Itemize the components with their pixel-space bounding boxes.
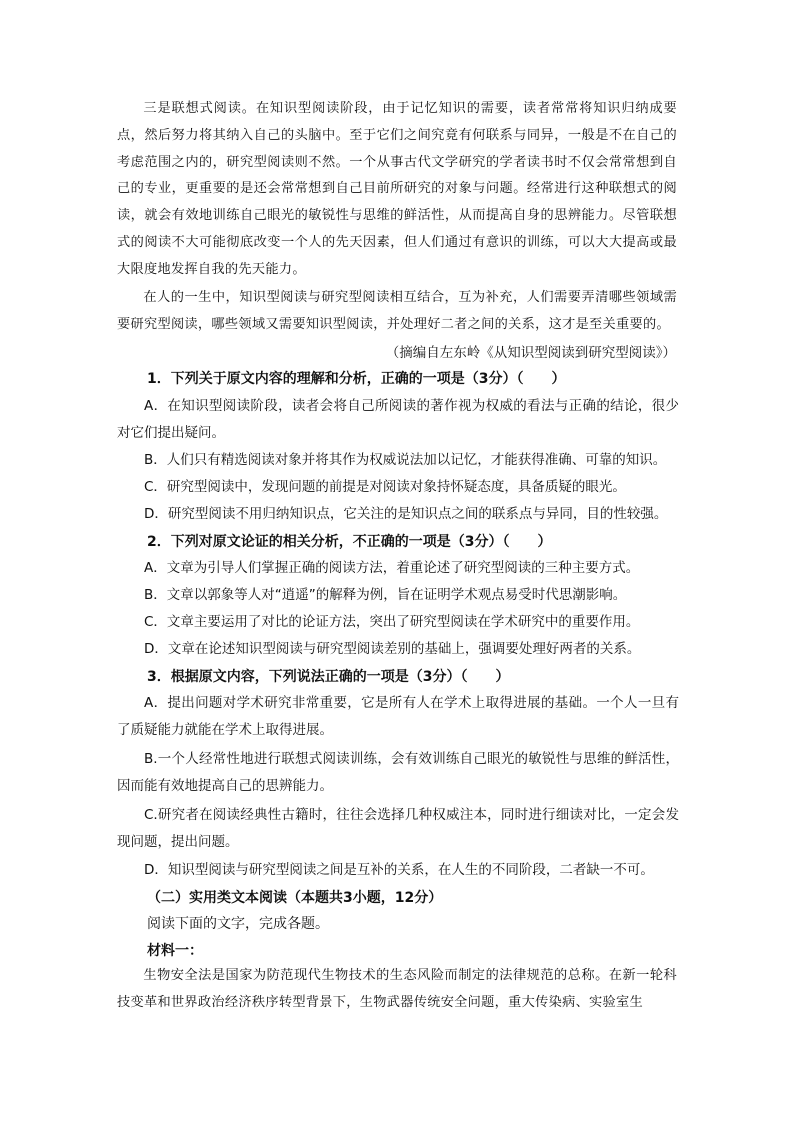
passage-paragraph-1: 三是联想式阅读。在知识型阅读阶段，由于记忆知识的需要，读者常常将知识归纳成要点，然后努力将其纳入自己的头脑中。至于它们之间究竟有何联系与同异，一般是不在自己的考虑范围之内的，研究型阅读则不然。一个从事古代文学研究的学者读书时不仅会常常想到自己的专业，更重要的是还会常常想到自己目前所研究的对象与问题。经常进行这种联想式的阅读，就会有效地训练自己眼光的敏锐性与思维的鲜活性，从而提高自身的思辨能力。尽管联想式的阅读不大可能彻底改变一个人的先天因素，但人们通过有意识的训练，可以大大提高或最大限度地发挥自我的先天能力。 (117, 101, 677, 277)
question-1-option-d: D．研究型阅读不用归纳知识点，它关注的是知识点之间的联系点与异同，目的性较强。 (144, 506, 668, 522)
question-1-option-c: C．研究型阅读中，发现问题的前提是对阅读对象持怀疑态度，具备质疑的眼光。 (144, 479, 626, 495)
question-3-option-a: A．提出问题对学术研究非常重要，它是所有人在学术上取得进展的基础。一个人一旦有了质疑能力就能在学术上取得进展。 (117, 695, 679, 738)
question-3-option-d: D．知识型阅读与研究型阅读之间是互补的关系，在人生的不同阶段，二者缺一不可。 (144, 862, 654, 878)
section-2-instruction: 阅读下面的文字，完成各题。 (147, 916, 329, 932)
section-2-heading: （二）实用类文本阅读（本题共3小题，12分） (147, 890, 443, 906)
question-1-stem: 1．下列关于原文内容的理解和分析，正确的一项是（3分）（ ） (147, 371, 566, 387)
material-1-text: 生物安全法是国家为防范现代生物技术的生态风险而制定的法律规范的总称。在新一轮科技变革和世界政治经济秩序转型背景下，生物武器传统安全问题，重大传染病、实验室生 (117, 968, 677, 1010)
passage-source: （摘编自左东岭《从知识型阅读到研究型阅读》） (385, 345, 676, 361)
question-3-option-c: C.研究者在阅读经典性古籍时，往往会选择几种权威注本，同时进行细读对比，一定会发现问题，提出问题。 (117, 807, 679, 850)
question-2-option-d: D．文章在论述知识型阅读与研究型阅读差别的基础上，强调要处理好两者的关系。 (144, 641, 641, 657)
question-2-option-b: B．文章以郭象等人对“逍遥”的解释为例，旨在证明学术观点易受时代思潮影响。 (144, 587, 627, 603)
question-3-stem: 3．根据原文内容，下列说法正确的一项是（3分）（ ） (147, 669, 510, 685)
passage-paragraph-2: 在人的一生中，知识型阅读与研究型阅读相互结合，互为补充，人们需要弄清哪些领域需要研究型阅读，哪些领域又需要知识型阅读，并处理好二者之间的关系，这才是至关重要的。 (117, 290, 677, 332)
material-1-label: 材料一： (147, 943, 203, 959)
question-3-option-b: B.一个人经常性地进行联想式阅读训练，会有效训练自己眼光的敏锐性与思维的鲜活性，因而能有效地提高自己的思辨能力。 (117, 751, 679, 794)
question-2-option-a: A．文章为引导人们掌握正确的阅读方法，着重论述了研究型阅读的三种主要方式。 (144, 560, 640, 576)
question-2-option-c: C．文章主要运用了对比的论证方法，突出了研究型阅读在学术研究中的重要作用。 (144, 614, 640, 630)
question-2-stem: 2．下列对原文论证的相关分析，不正确的一项是（3分）（ ） (147, 534, 552, 550)
question-1-option-a: A．在知识型阅读阶段，读者会将自己所阅读的著作视为权威的看法与正确的结论，很少对它们提出疑问。 (117, 398, 679, 441)
question-1-option-b: B．人们只有精选阅读对象并将其作为权威说法加以记忆，才能获得准确、可靠的知识。 (144, 452, 667, 468)
